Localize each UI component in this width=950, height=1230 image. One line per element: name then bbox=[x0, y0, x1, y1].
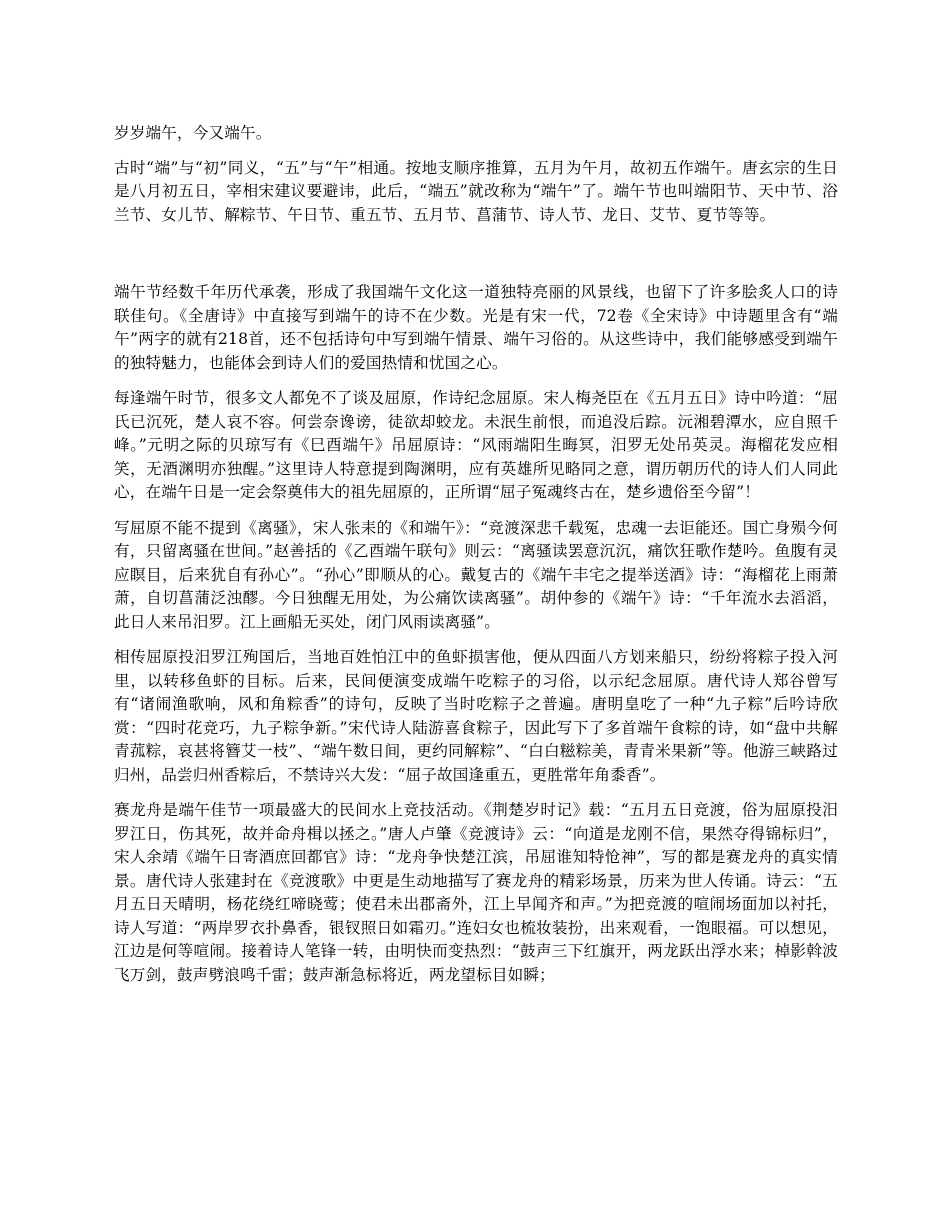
paragraph-zongzi: 相传屈原投汨罗江殉国后，当地百姓怕江中的鱼虾损害他，便从四面八方划来船只，纷纷将粽子投入河里，以转移鱼虾的目标。后来，民间便演变成端午吃粽子的习俗，以示纪念屈原。唐代诗人郑谷曾写有“诸闹渔歌响，风和角粽香”的诗句，反映了当时吃粽子之普遍。唐明皇吃了一种“九子粽”后吟诗欣赏：“四时花竞巧，九子粽争新。”宋代诗人陆游喜食粽子，因此写下了多首端午食粽的诗，如“盘中共解青菰粽，哀甚将簪艾一枝”、“端午数日间，更约同解粽”、“白白糍粽美，青青米果新”等。他游三峡路过归州，品尝归州香粽后，不禁诗兴大发：“屈子故国逢重五，更胜常年角黍香”。 bbox=[114, 648, 838, 784]
paragraph-poetry-heritage: 端午节经数千年历代承袭，形成了我国端午文化这一道独特亮丽的风景线，也留下了许多脍炙人口的诗联佳句。《全唐诗》中直接写到端午的诗不在少数。光是有宋一代，72卷《全宋诗》中诗题里含有“端午”两字的就有218首，还不包括诗句中写到端午情景、端午习俗的。从这些诗中，我们能够感受到端午的独特魅力，也能体会到诗人们的爱国热情和忧国之心。 bbox=[114, 283, 838, 372]
document-body bbox=[114, 122, 838, 999]
paragraph-dragon-boat: 赛龙舟是端午佳节一项最盛大的民间水上竞技活动。《荆楚岁时记》载：“五月五日竞渡，俗为屈原投汨罗江日，伤其死，故并命舟楫以拯之。”唐人卢肇《竞渡诗》云：“向道是龙刚不信，果然夺得锦标归”，宋人余靖《端午日寄酒庶回都官》诗：“龙舟争快楚江滨，吊屈谁知特怆神”，写的都是赛龙舟的真实情景。唐代诗人张建封在《竞渡歌》中更是生动地描写了赛龙舟的精彩场景，历来为世人传诵。诗云：“五月五日天晴明，杨花绕红啼晓莺；使君未出郡斋外，江上早闻齐和声。”为把竞渡的喧闹场面加以衬托，诗人写道：“两岸罗衣扑鼻香，银钗照日如霜刃。”连妇女也梳妆装扮，出来观看，一饱眼福。可以想见，江边是何等喧闹。接着诗人笔锋一转，由明快而变热烈：“鼓声三下红旗开，两龙跃出浮水来；棹影斡波飞万剑，鼓声劈浪鸣千雷；鼓声渐急标将近，两龙望标目如瞬； bbox=[114, 801, 838, 984]
paragraph-intro: 岁岁端午，今又端午。 bbox=[114, 124, 272, 142]
paragraph-origin: 古时“端”与“初”同义，“五”与“午”相通。按地支顺序推算，五月为午月，故初五作端午。唐玄宗的生日是八月初五日，宰相宋建议要避讳，此后，“端五”就改称为“端午”了。端午节也叫端阳节、天中节、浴兰节、女儿节、解粽节、午日节、重五节、五月节、菖蒲节、诗人节、龙日、艾节、夏节等等。 bbox=[114, 158, 838, 224]
paragraph-quyuan-poems: 每逢端午时节，很多文人都免不了谈及屈原，作诗纪念屈原。宋人梅尧臣在《五月五日》诗中吟道：“屈氏已沉死，楚人哀不容。何尝奈谗谤，徒欲却蛟龙。未泯生前恨，而追没后踪。沅湘碧潭水，应自照千峰。”元明之际的贝琼写有《巳酉端午》吊屈原诗：“风雨端阳生晦冥，汨罗无处吊英灵。海榴花发应相笑，无酒渊明亦独醒。”这里诗人特意提到陶渊明，应有英雄所见略同之意，谓历朝历代的诗人们人同此心，在端午日是一定会祭奠伟大的祖先屈原的，正所谓“屈子冤魂终古在，楚乡遗俗至今留”！ bbox=[114, 389, 838, 501]
paragraph-lisao: 写屈原不能不提到《离骚》，宋人张耒的《和端午》：“竞渡深悲千载冤，忠魂一去讵能还。国亡身殒今何有，只留离骚在世间。”赵善括的《乙酉端午联句》则云：“离骚读罢意沉沉，痛饮狂歌作楚吟。鱼腹有灵应瞑目，后来犹自有孙心”。“孙心”即顺从的心。戴复古的《端午丰宅之提举送酒》诗：“海榴花上雨萧萧，自切菖蒲泛浊醪。今日独醒无用处，为公痛饮读离骚”。胡仲参的《端午》诗：“千年流水去滔滔，此日人来吊汨罗。江上画船无买处，闭门风雨读离骚”。 bbox=[114, 518, 838, 631]
